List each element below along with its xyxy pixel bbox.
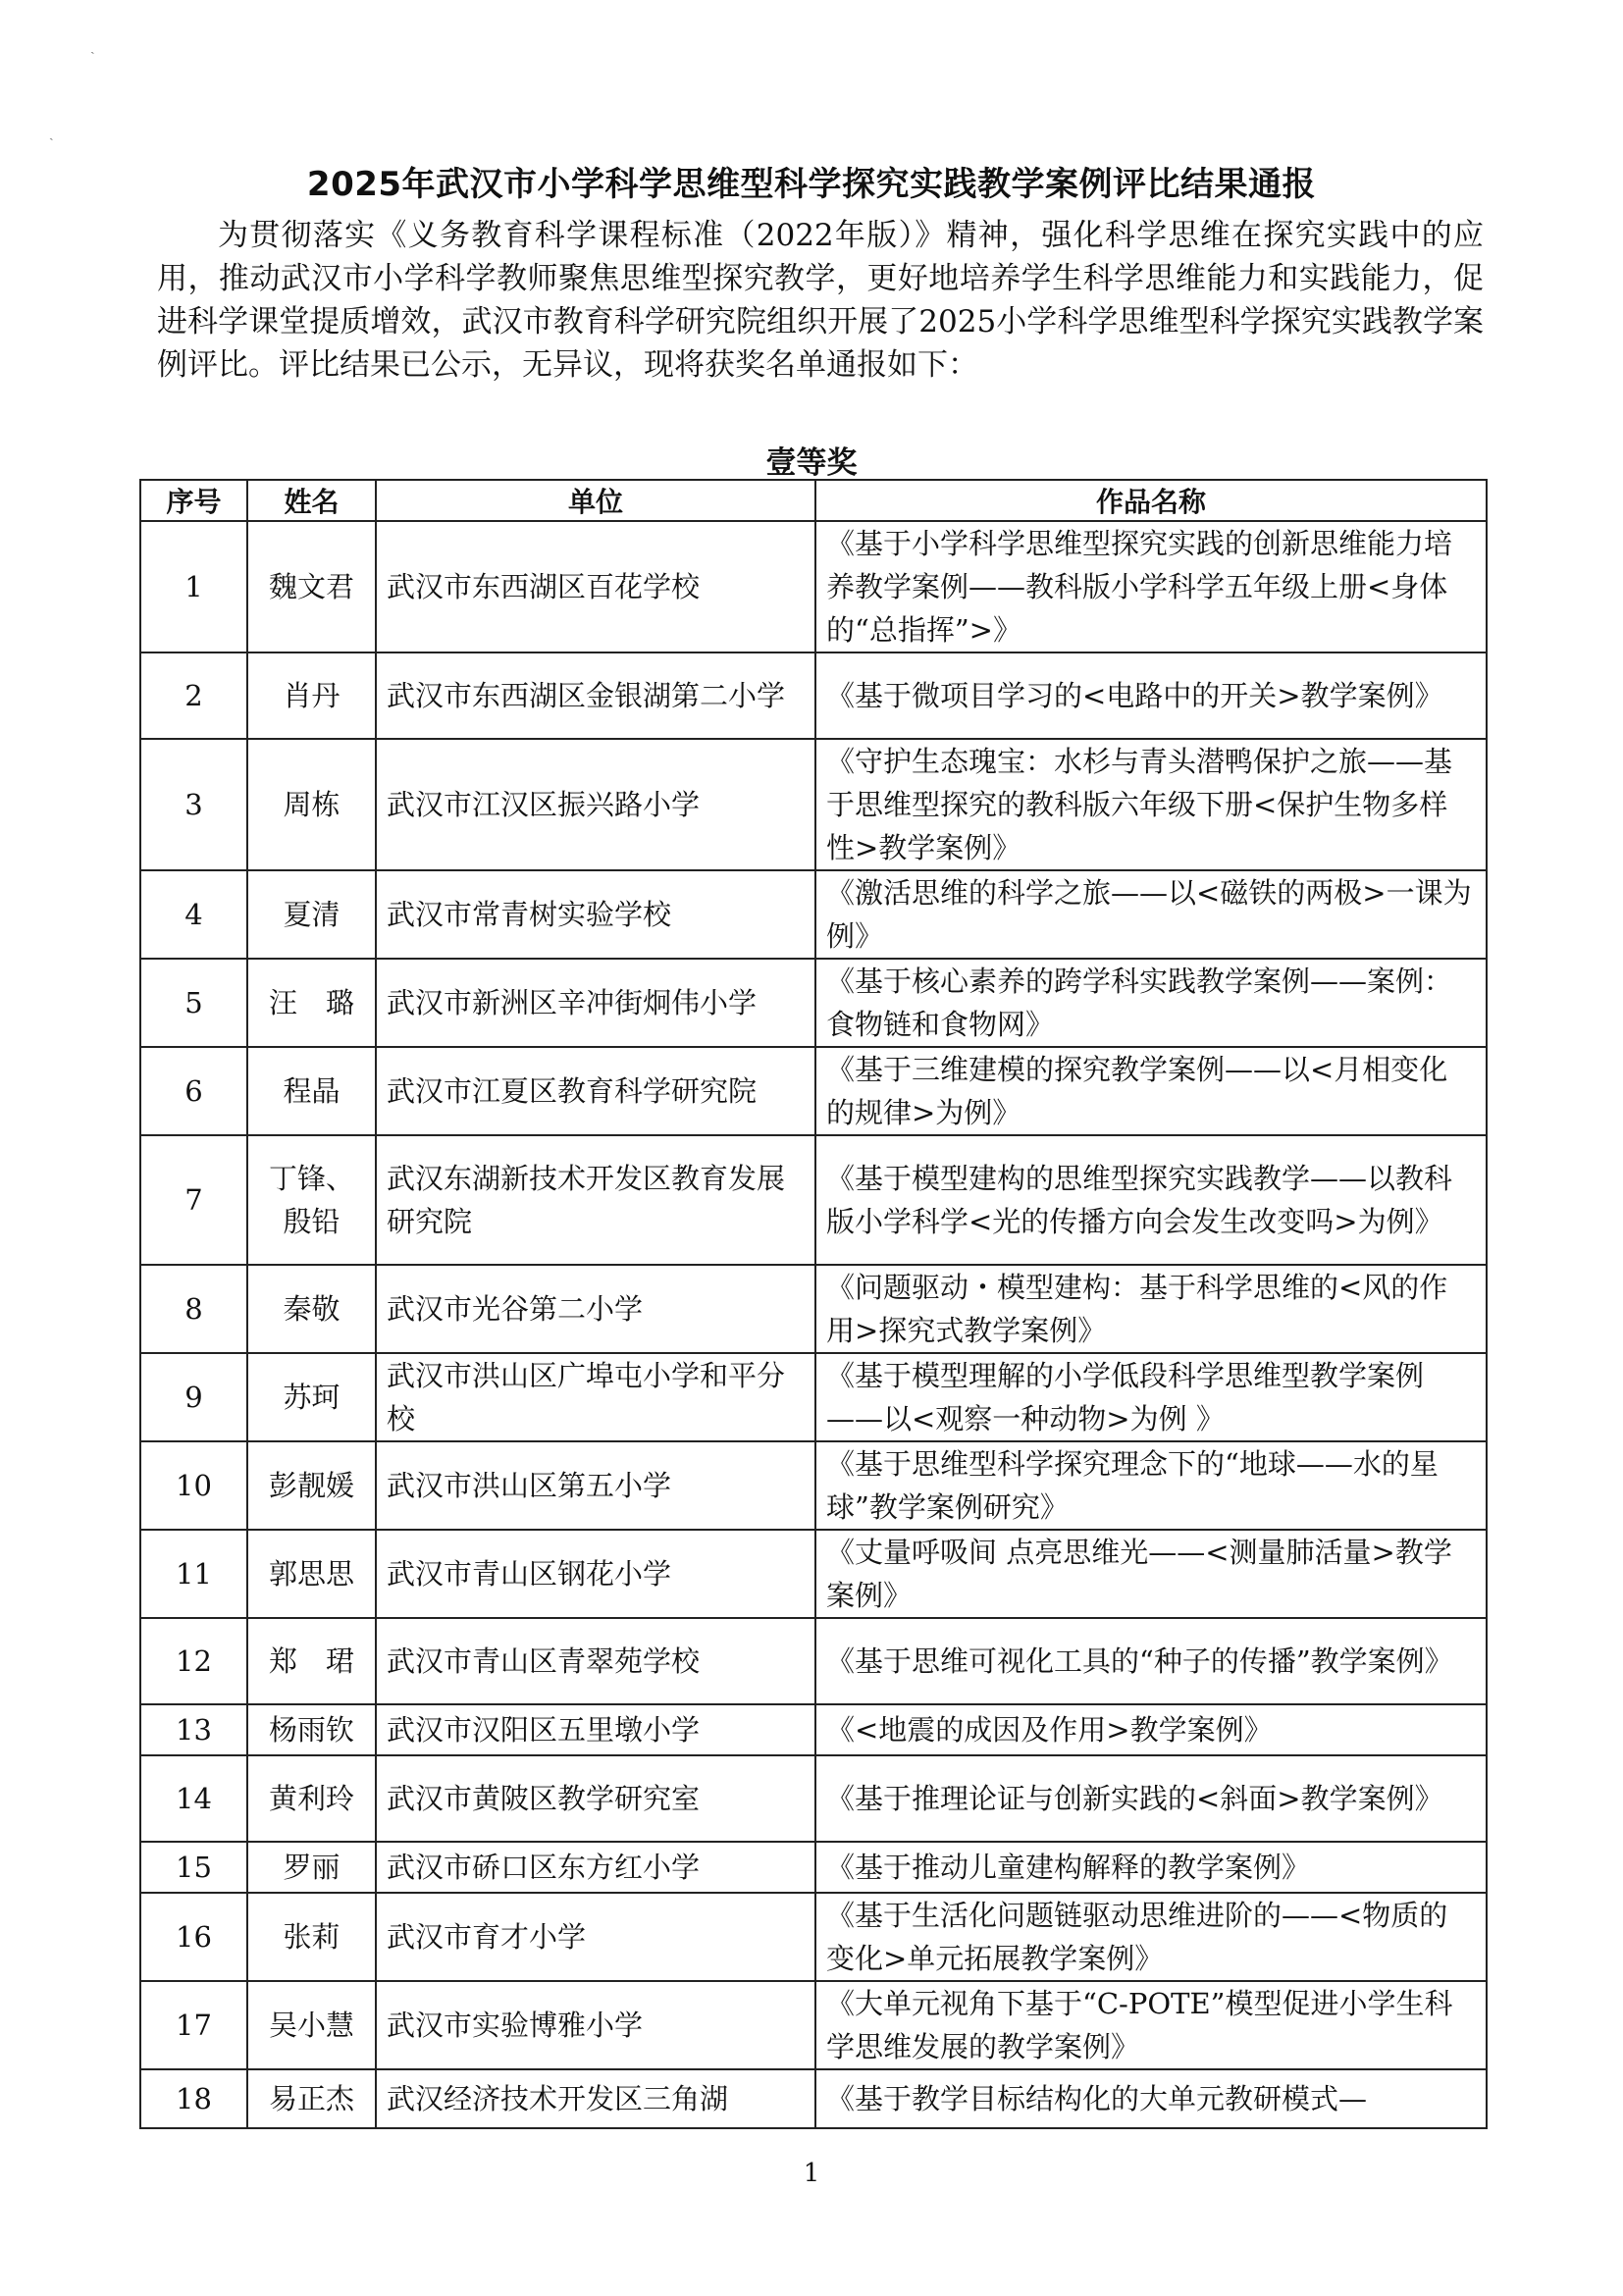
- cell-unit: 武汉市育才小学: [376, 1893, 815, 1981]
- header-unit: 单位: [376, 480, 815, 521]
- cell-number: 3: [140, 739, 247, 870]
- cell-number: 18: [140, 2069, 247, 2128]
- cell-name: 肖丹: [247, 652, 376, 739]
- cell-name: 黄利玲: [247, 1755, 376, 1842]
- cell-unit: 武汉市光谷第二小学: [376, 1265, 815, 1353]
- cell-number: 9: [140, 1353, 247, 1441]
- cell-work-title: 《激活思维的科学之旅——以<磁铁的两极>一课为例》: [815, 870, 1487, 959]
- cell-number: 14: [140, 1755, 247, 1842]
- cell-name: 彭靓媛: [247, 1441, 376, 1530]
- cell-name: 郭思思: [247, 1530, 376, 1618]
- table-row: [140, 870, 1487, 959]
- cell-number: 11: [140, 1530, 247, 1618]
- cell-unit: 武汉市江夏区教育科学研究院: [376, 1047, 815, 1135]
- cell-name: 吴小慧: [247, 1981, 376, 2069]
- table-row: [140, 1530, 1487, 1618]
- cell-work-title: 《守护生态瑰宝：水杉与青头潜鸭保护之旅——基于思维型探究的教科版六年级下册<保护生物多样性>教学案例》: [815, 739, 1487, 870]
- cell-name: 夏清: [247, 870, 376, 959]
- cell-work-title: 《基于推动儿童建构解释的教学案例》: [815, 1842, 1487, 1893]
- table-row: [140, 1893, 1487, 1981]
- table-row: [140, 652, 1487, 739]
- award-heading: 壹等奖: [765, 445, 858, 481]
- cell-name: 易正杰: [247, 2069, 376, 2128]
- cell-work-title: 《基于三维建模的探究教学案例——以<月相变化的规律>为例》: [815, 1047, 1487, 1135]
- cell-name: 张莉: [247, 1893, 376, 1981]
- document-title: 2025年武汉市小学科学思维型科学探究实践教学案例评比结果通报: [306, 165, 1317, 204]
- cell-work-title: 《基于推理论证与创新实践的<斜面>教学案例》: [815, 1755, 1487, 1842]
- cell-unit: 武汉市洪山区广埠屯小学和平分校: [376, 1353, 815, 1441]
- table-header-row: [140, 480, 1487, 521]
- cell-work-title: 《基于小学科学思维型探究实践的创新思维能力培养教学案例——教科版小学科学五年级上册<身体的“总指挥”>》: [815, 521, 1487, 652]
- cell-unit: 武汉市新洲区辛冲街炯伟小学: [376, 959, 815, 1047]
- table-row: [140, 1618, 1487, 1704]
- table-body: [140, 521, 1487, 2128]
- cell-unit: 武汉市黄陂区教学研究室: [376, 1755, 815, 1842]
- cell-number: 10: [140, 1441, 247, 1530]
- cell-number: 12: [140, 1618, 247, 1704]
- cell-work-title: 《丈量呼吸间 点亮思维光——<测量肺活量>教学案例》: [815, 1530, 1487, 1618]
- cell-unit: 武汉市东西湖区百花学校: [376, 521, 815, 652]
- cell-unit: 武汉市青山区青翠苑学校: [376, 1618, 815, 1704]
- table-row: [140, 521, 1487, 652]
- cell-work-title: 《基于核心素养的跨学科实践教学案例——案例：食物链和食物网》: [815, 959, 1487, 1047]
- cell-name: 秦敬: [247, 1265, 376, 1353]
- page-number: 1: [803, 2159, 820, 2188]
- cell-unit: 武汉市洪山区第五小学: [376, 1441, 815, 1530]
- cell-name: 苏珂: [247, 1353, 376, 1441]
- cell-unit: 武汉经济技术开发区三角湖: [376, 2069, 815, 2128]
- table-row: [140, 739, 1487, 870]
- cell-number: 7: [140, 1135, 247, 1265]
- cell-number: 1: [140, 521, 247, 652]
- cell-number: 2: [140, 652, 247, 739]
- cell-work-title: 《基于生活化问题链驱动思维进阶的——<物质的变化>单元拓展教学案例》: [815, 1893, 1487, 1981]
- cell-name: 魏文君: [247, 521, 376, 652]
- header-number: 序号: [140, 480, 247, 521]
- table-row: [140, 1353, 1487, 1441]
- cell-name: 汪 璐: [247, 959, 376, 1047]
- cell-unit: 武汉市实验博雅小学: [376, 1981, 815, 2069]
- cell-number: 8: [140, 1265, 247, 1353]
- cell-unit: 武汉市江汉区振兴路小学: [376, 739, 815, 870]
- table-row: [140, 1755, 1487, 1842]
- intro-paragraph: [157, 214, 1484, 387]
- cell-work-title: 《问题驱动・模型建构：基于科学思维的<风的作用>探究式教学案例》: [815, 1265, 1487, 1353]
- cell-unit: 武汉市硚口区东方红小学: [376, 1842, 815, 1893]
- cell-work-title: 《基于模型理解的小学低段科学思维型教学案例——以<观察一种动物>为例 》: [815, 1353, 1487, 1441]
- cell-work-title: 《基于思维可视化工具的“种子的传播”教学案例》: [815, 1618, 1487, 1704]
- cell-name: 周栋: [247, 739, 376, 870]
- cell-unit: 武汉东湖新技术开发区教育发展研究院: [376, 1135, 815, 1265]
- table-row: [140, 1265, 1487, 1353]
- header-work-title: 作品名称: [815, 480, 1487, 521]
- cell-work-title: 《基于微项目学习的<电路中的开关>教学案例》: [815, 652, 1487, 739]
- cell-unit: 武汉市青山区钢花小学: [376, 1530, 815, 1618]
- cell-name: 郑 珺: [247, 1618, 376, 1704]
- table-row: [140, 959, 1487, 1047]
- cell-work-title: 《基于模型建构的思维型探究实践教学——以教科版小学科学<光的传播方向会发生改变吗>为例》: [815, 1135, 1487, 1265]
- cell-number: 13: [140, 1704, 247, 1755]
- cell-work-title: 《<地震的成因及作用>教学案例》: [815, 1704, 1487, 1755]
- cell-work-title: 《基于思维型科学探究理念下的“地球——水的星球”教学案例研究》: [815, 1441, 1487, 1530]
- cell-unit: 武汉市汉阳区五里墩小学: [376, 1704, 815, 1755]
- scan-speck: ˏ: [49, 126, 54, 141]
- cell-number: 6: [140, 1047, 247, 1135]
- cell-name: 丁锋、殷铅: [247, 1135, 376, 1265]
- award-table: [139, 479, 1488, 2129]
- cell-work-title: 《大单元视角下基于“C-POTE”模型促进小学生科学思维发展的教学案例》: [815, 1981, 1487, 2069]
- cell-number: 4: [140, 870, 247, 959]
- table-row: [140, 1441, 1487, 1530]
- cell-number: 16: [140, 1893, 247, 1981]
- cell-unit: 武汉市东西湖区金银湖第二小学: [376, 652, 815, 739]
- scan-speck: ˎ: [90, 39, 95, 55]
- cell-number: 15: [140, 1842, 247, 1893]
- table-row: [140, 1704, 1487, 1755]
- table-row: [140, 2069, 1487, 2128]
- cell-name: 杨雨钦: [247, 1704, 376, 1755]
- cell-number: 5: [140, 959, 247, 1047]
- cell-name: 程晶: [247, 1047, 376, 1135]
- cell-name: 罗丽: [247, 1842, 376, 1893]
- cell-unit: 武汉市常青树实验学校: [376, 870, 815, 959]
- header-name: 姓名: [247, 480, 376, 521]
- cell-number: 17: [140, 1981, 247, 2069]
- table-row: [140, 1981, 1487, 2069]
- intro-text: 为贯彻落实《义务教育科学课程标准（2022年版）》精神，强化科学思维在探究实践中的应用，推动武汉市小学科学教师聚焦思维型探究教学，更好地培养学生科学思维能力和实践能力，促进科学课堂提质增效，武汉市教育科学研究院组织开展了2025小学科学思维型科学探究实践教学案例评比。评比结果已公示，无异议，现将获奖名单通报如下：: [157, 218, 1484, 383]
- cell-work-title: 《基于教学目标结构化的大单元教研模式—: [815, 2069, 1487, 2128]
- table-row: [140, 1842, 1487, 1893]
- table-row: [140, 1047, 1487, 1135]
- table-row: [140, 1135, 1487, 1265]
